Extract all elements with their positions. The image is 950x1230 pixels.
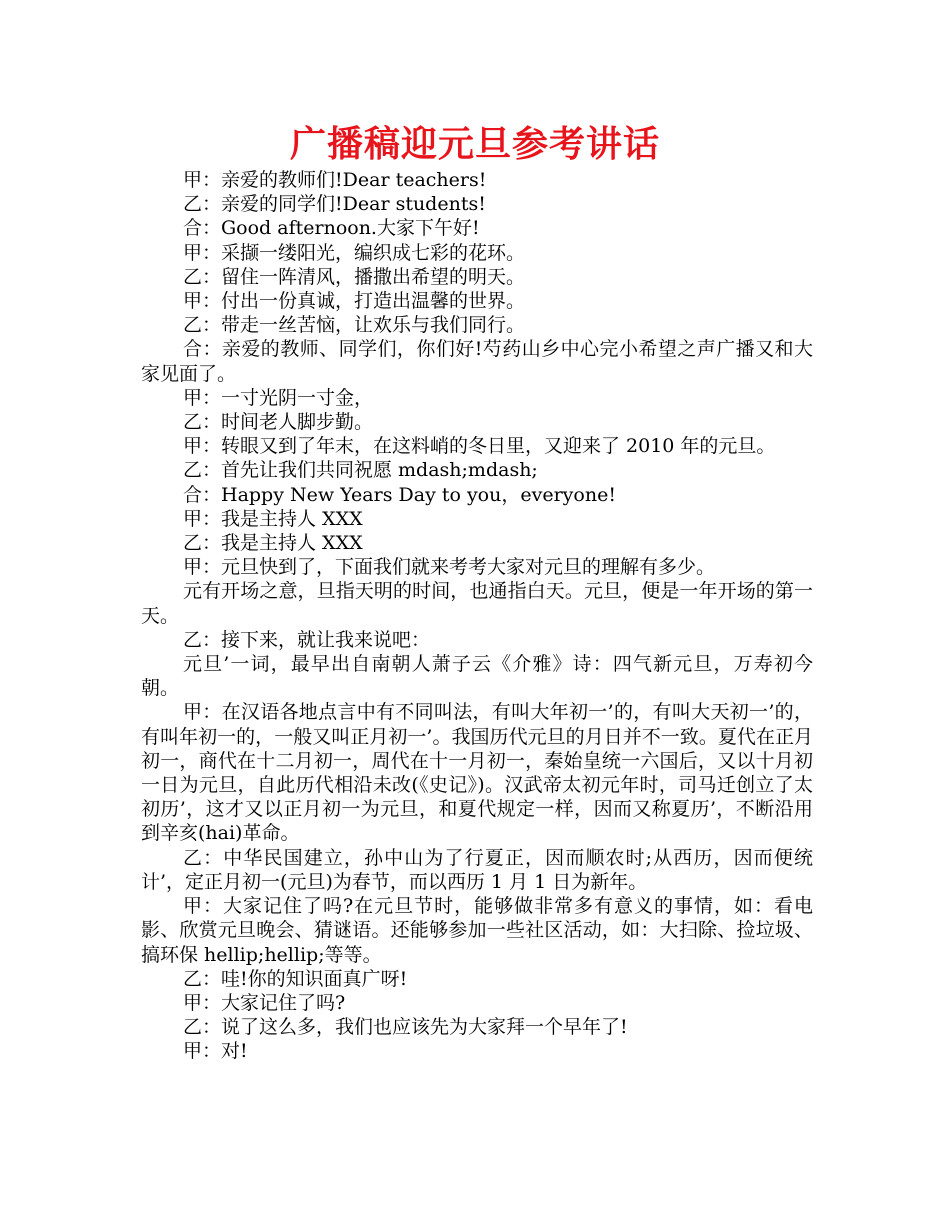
- paragraph: 乙：留住一阵清风，播撒出希望的明天。: [183, 265, 526, 288]
- paragraph: 甲：一寸光阴一寸金，: [183, 386, 374, 409]
- paragraph: 甲：亲爱的教师们!Dear teachers!: [183, 169, 487, 191]
- paragraph: 甲：元旦快到了，下面我们就来考考大家对元旦的理解有多少。: [183, 556, 716, 579]
- paragraph: 合：Good afternoon.大家下午好!: [183, 217, 480, 240]
- paragraph: 乙：亲爱的同学们!Dear students!: [183, 193, 486, 216]
- paragraph: 乙：首先让我们共同祝愿 mdash;mdash;: [183, 459, 538, 482]
- paragraph: 乙：接下来，就让我来说吧：: [183, 628, 431, 651]
- paragraph: 元有开场之意，旦指天明的时间，也通指白天。元旦，便是一年开场的第一天。: [141, 580, 813, 627]
- paragraph: 乙：说了这么多，我们也应该先为大家拜一个早年了!: [183, 1016, 628, 1039]
- paragraph: 乙：带走一丝苦恼，让欢乐与我们同行。: [183, 314, 526, 337]
- paragraph: 甲：我是主持人 XXX: [183, 507, 363, 530]
- paragraph: 合：Happy New Years Day to you，everyone!: [183, 483, 616, 506]
- paragraph: 合：亲爱的教师、同学们，你们好!芍药山乡中心完小希望之声广播又和大家见面了。: [141, 338, 813, 385]
- paragraph: 甲：大家记住了吗?: [183, 991, 346, 1014]
- paragraph: 甲：采撷一缕阳光，编织成七彩的花环。: [183, 241, 526, 264]
- paragraph: 甲：在汉语各地点言中有不同叫法，有叫大年初一’的，有叫大天初一’的，有叫年初一的，一般又叫正月初一’。我国历代元旦的月日并不一致。夏代在正月初一，商代在十二月初一，周代在十一月初一，秦始皇统一六国后，又以十月初一日为元旦，自此历代相沿未改(《史记》)。汉武帝太初元年时，司马迁创立了太初历’，这才又以正月初一为元旦，和夏代规定一样，因而又称夏历’，不断沿用到辛亥(hai)革命。: [141, 701, 813, 845]
- paragraph: 乙：哇!你的知识面真广呀!: [183, 967, 408, 990]
- document-title: 广播稿迎元旦参考讲话: [289, 124, 660, 165]
- paragraph: 乙：中华民国建立，孙中山为了行夏正，因而顺农时;从西历，因而便统计’，定正月初一(元旦)为春节，而以西历 1 月 1 日为新年。: [141, 846, 813, 893]
- paragraph: 甲：大家记住了吗?在元旦节时，能够做非常多有意义的事情，如：看电影、欣赏元旦晚会、猜谜语。还能够参加一些社区活动，如：大扫除、捡垃圾、搞环保 hellip;hellip;等等。: [141, 895, 813, 966]
- paragraph: 甲：付出一份真诚，打造出温馨的世界。: [183, 290, 526, 313]
- paragraph: 甲：转眼又到了年末，在这料峭的冬日里，又迎来了 2010 年的元旦。: [183, 435, 776, 458]
- paragraph: 乙：我是主持人 XXX: [183, 532, 363, 555]
- paragraph: 元旦’一词，最早出自南朝人萧子云《介雅》诗：四气新元旦，万寿初今朝。: [141, 653, 813, 700]
- document-body: [141, 168, 813, 1064]
- paragraph: 甲：对!: [183, 1040, 248, 1063]
- paragraph: 乙：时间老人脚步勤。: [183, 411, 374, 434]
